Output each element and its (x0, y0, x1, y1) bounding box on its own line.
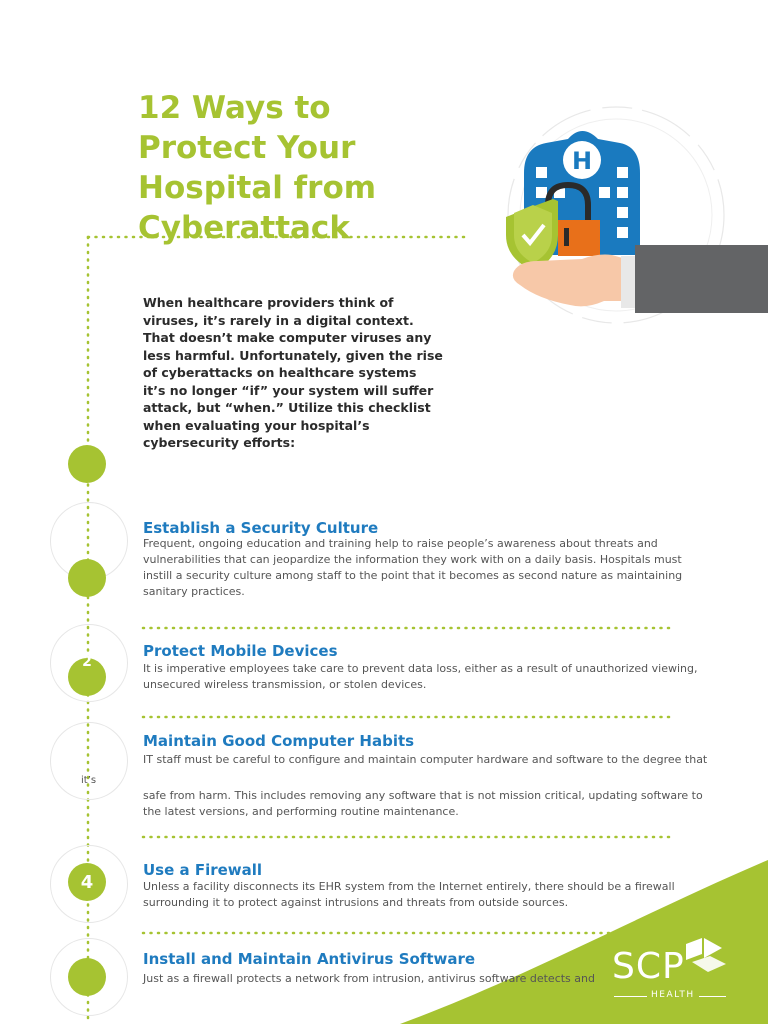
step-number-2: 2 (82, 654, 92, 670)
step-number-4: 4 (80, 871, 94, 893)
scp-logo (610, 930, 740, 1010)
step-circle-1 (68, 445, 106, 483)
page-title: 12 Ways to Protect Your Hospital from Cyberattack (138, 90, 377, 246)
step-circle-blank (68, 559, 106, 597)
section-body-antivirus: Just as a firewall protects a network from intrusion, antivirus software detects and (143, 972, 595, 985)
logo-brand: SCP (612, 946, 685, 987)
stray-text: it’s (81, 775, 97, 786)
section-body-mobile-devices: It is imperative employees take care to prevent data loss, either as a result of unauthorized viewing, unsecured wireless transmission, or stolen devices. (143, 662, 698, 691)
section-title-computer-habits: Maintain Good Computer Habits (143, 732, 415, 750)
step-circle-2 (68, 654, 106, 696)
step-circle-4 (68, 863, 106, 901)
decor-ring (50, 722, 128, 800)
section-body-computer-habits-rest: safe from harm. This includes removing any software that is not mission critical, updating software to the latest versions, and performing routine maintenance. (143, 789, 703, 818)
intro-paragraph: When healthcare providers think of viruses, it’s rarely in a digital context. That doesn’t make computer viruses any less harmful. Unfortunately, given the rise of cyberattacks on healthcare systems it’s no longer “if” your system will suffer attack, but “when.” Utilize this checklist when evaluating your hospital’s cybersecurity efforts: (143, 295, 443, 450)
hospital-letter: H (571, 147, 593, 175)
section-title-mobile-devices: Protect Mobile Devices (143, 642, 338, 660)
section-title-firewall: Use a Firewall (143, 861, 263, 879)
logo-sub: HEALTH (647, 990, 699, 1000)
hospital-illustration (478, 95, 768, 345)
logo-arrows-icon (682, 934, 732, 978)
section-body-firewall: Unless a facility disconnects its EHR system from the Internet entirely, there should be a firewall surrounding it to protect against intrusions and threats from outside sources. (143, 880, 675, 909)
section-body-security-culture: Frequent, ongoing education and training help to raise people’s awareness about threats and vulnerabilities that can jeopardize the information they work with on a daily basis. Hospitals must instill a security culture among staff to the point that it becomes as second nature as maintaining sanitary practices. (143, 537, 683, 598)
section-title-security-culture: Establish a Security Culture (143, 519, 379, 537)
section-body-computer-habits-line1: IT staff must be careful to configure and maintain computer hardware and software to the degree that (143, 753, 708, 766)
step-circle-5 (68, 958, 106, 996)
section-title-antivirus: Install and Maintain Antivirus Software (143, 950, 476, 968)
